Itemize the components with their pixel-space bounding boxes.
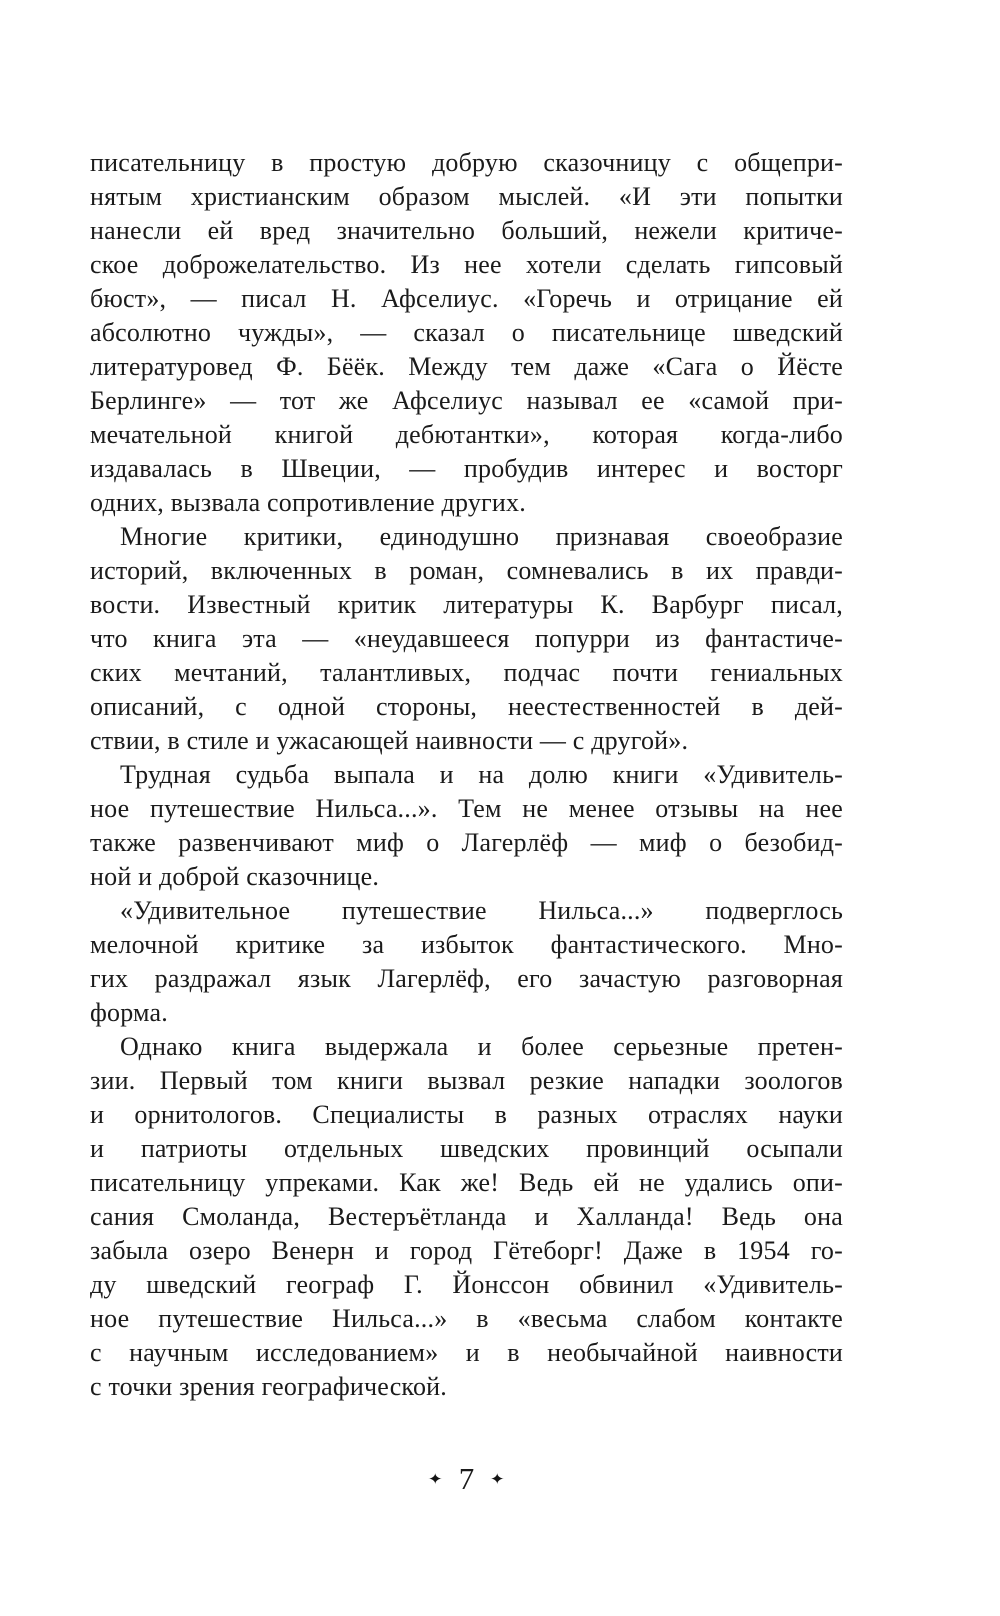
diamond-ornament-right: ✦ xyxy=(489,1469,506,1488)
text-line: мечательной книгой дебютантки», которая когда-либо xyxy=(90,420,843,449)
text-line: зии. Первый том книги вызвал резкие нападки зоологов xyxy=(90,1066,843,1095)
text-line: «Удивительное путешествие Нильса...» подверглось xyxy=(120,896,843,925)
text-line: издавалась в Швеции, — пробудив интерес и восторг xyxy=(90,454,843,483)
text-line: писательницу упреками. Как же! Ведь ей не удались опи- xyxy=(90,1168,843,1197)
text-line: одних, вызвала сопротивление других. xyxy=(90,488,526,517)
text-line: форма. xyxy=(90,998,168,1027)
text-line: литературовед Ф. Бёёк. Между тем даже «Сага о Йёсте xyxy=(90,352,843,381)
text-line: нятым христианским образом мыслей. «И эти попытки xyxy=(90,182,843,211)
page-footer xyxy=(90,1462,843,1496)
text-line: с точки зрения географической. xyxy=(90,1372,447,1401)
page-number: 7 xyxy=(458,1461,475,1496)
paragraph xyxy=(90,146,843,520)
text-line: ное путешествие Нильса...». Тем не менее отзывы на нее xyxy=(90,794,843,823)
text-line: абсолютно чужды», — сказал о писательнице шведский xyxy=(90,318,843,347)
text-line: ствии, в стиле и ужасающей наивности — с другой». xyxy=(90,726,689,755)
text-line: ное путешествие Нильса...» в «весьма слабом контакте xyxy=(90,1304,843,1333)
text-line: гих раздражал язык Лагерлёф, его зачастую разговорная xyxy=(90,964,843,993)
text-line: историй, включенных в роман, сомневались в их правди- xyxy=(90,556,843,585)
text-line: ду шведский географ Г. Йонссон обвинил «Удивитель- xyxy=(90,1270,843,1299)
text-line: ских мечтаний, талантливых, подчас почти гениальных xyxy=(90,658,843,687)
text-line: Берлинге» — тот же Афселиус называл ее «самой при- xyxy=(90,386,843,415)
text-line: Многие критики, единодушно признавая своеобразие xyxy=(120,522,843,551)
text-line: что книга эта — «неудавшееся попурри из фантастиче- xyxy=(90,624,843,653)
paragraph xyxy=(90,1030,843,1404)
text-block xyxy=(90,146,843,1404)
paragraph xyxy=(90,758,843,894)
text-line: писательницу в простую добрую сказочницу с общепри- xyxy=(90,148,843,177)
text-line: ной и доброй сказочнице. xyxy=(90,862,380,891)
paragraph xyxy=(90,520,843,758)
text-line: и орнитологов. Специалисты в разных отраслях науки xyxy=(90,1100,843,1129)
text-line: сания Смоланда, Вестеръётланда и Халланда! Ведь она xyxy=(90,1202,843,1231)
diamond-ornament-left: ✦ xyxy=(427,1469,444,1488)
text-line: ское доброжелательство. Из нее хотели сделать гипсовый xyxy=(90,250,843,279)
text-line: и патриоты отдельных шведских провинций осыпали xyxy=(90,1134,843,1163)
text-line: также развенчивают миф о Лагерлёф — миф о безобид- xyxy=(90,828,843,857)
text-line: описаний, с одной стороны, неестественностей в дей- xyxy=(90,692,843,721)
text-line: нанесли ей вред значительно больший, нежели критиче- xyxy=(90,216,843,245)
text-line: Однако книга выдержала и более серьезные претен- xyxy=(120,1032,843,1061)
paragraph xyxy=(90,894,843,1030)
text-line: забыла озеро Венерн и город Гётеборг! Даже в 1954 го- xyxy=(90,1236,843,1265)
text-line: Трудная судьба выпала и на долю книги «Удивитель- xyxy=(120,760,843,789)
text-line: вости. Известный критик литературы К. Варбург писал, xyxy=(90,590,843,619)
text-line: бюст», — писал Н. Афселиус. «Горечь и отрицание ей xyxy=(90,284,843,313)
text-line: с научным исследованием» и в необычайной наивности xyxy=(90,1338,843,1367)
text-line: мелочной критике за избыток фантастического. Мно- xyxy=(90,930,843,959)
